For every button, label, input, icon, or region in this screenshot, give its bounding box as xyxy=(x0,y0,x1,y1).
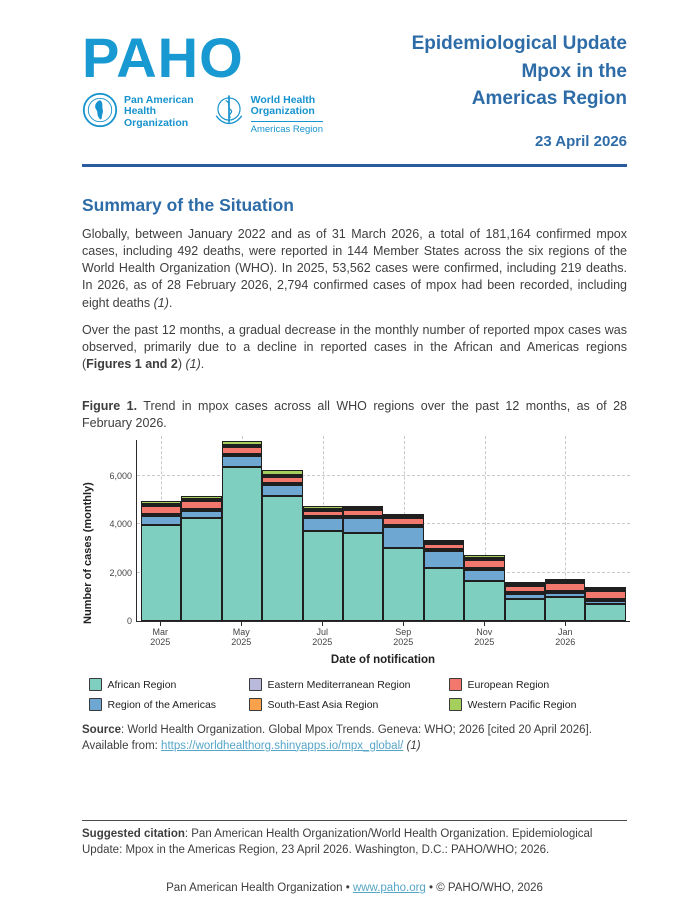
bar-segment xyxy=(383,548,423,621)
y-tick-label: 6,000 xyxy=(109,470,132,481)
y-tick-label: 4,000 xyxy=(109,519,132,530)
bar-segment xyxy=(141,525,181,621)
reference-marker: (1) xyxy=(153,295,169,310)
reference-marker: (1) xyxy=(185,357,201,372)
suggested-citation: Suggested citation: Pan American Health Organization/World Health Organization. Epidemiological Update: Mpox in the Americas Region, 23 April 2026. Washington, D.C.: PAHO/WHO; 2026. xyxy=(82,828,593,856)
header xyxy=(82,26,627,150)
bar-segment xyxy=(424,551,464,568)
bars-container xyxy=(141,440,626,621)
stacked-bar xyxy=(141,501,181,621)
bar-segment xyxy=(222,467,262,621)
bar-segment xyxy=(545,583,585,591)
bar-segment xyxy=(181,511,221,518)
bar-segment xyxy=(383,527,423,549)
stacked-bar xyxy=(545,579,585,621)
bar-segment xyxy=(343,518,383,533)
stacked-bar xyxy=(585,587,625,621)
x-axis-ticks xyxy=(140,622,626,652)
legend-label: Region of the Americas xyxy=(107,698,217,711)
legend-label: South-East Asia Region xyxy=(267,698,379,711)
x-tick-mark xyxy=(241,622,242,626)
copyright: © PAHO/WHO, 2026 xyxy=(436,882,543,895)
y-tick-label: 2,000 xyxy=(109,567,132,578)
bar-segment xyxy=(222,447,262,454)
summary-paragraph-2: Over the past 12 months, a gradual decrease in the monthly number of reported mpox cases was observed, primarily due to a decline in reported cases in the African and Americas regions (Figures 1 and 2) (1). xyxy=(82,322,627,372)
legend-item xyxy=(89,678,249,691)
stacked-bar xyxy=(424,540,464,621)
x-tick-mark xyxy=(484,622,485,626)
summary-paragraph-1: Globally, between January 2022 and as of 31 March 2026, a total of 181,164 confirmed mpox cases, including 492 deaths, were reported in 144 Member States across the six regions of the World Health Organization (WHO). In 2025, 53,562 cases were confirmed, including 219 deaths. In 2026, as of 28 February 2026, 2,794 confirmed cases of mpox had been recorded, including eight deaths (1). xyxy=(82,226,627,310)
legend-swatch-icon xyxy=(249,678,262,691)
doc-title-line: Epidemiological Update xyxy=(411,33,627,54)
legend-item xyxy=(249,698,449,711)
stacked-bar xyxy=(464,555,504,621)
legend-item xyxy=(449,678,624,691)
x-tick-label: Nov 2025 xyxy=(474,627,495,648)
legend-swatch-icon xyxy=(449,698,462,711)
figure1-chart xyxy=(82,440,630,711)
bar-segment xyxy=(464,581,504,621)
bar-segment xyxy=(424,568,464,621)
bar-segment xyxy=(222,456,262,467)
x-tick-label: Sep 2025 xyxy=(393,627,414,648)
legend-item xyxy=(89,698,249,711)
bar-segment xyxy=(181,501,221,508)
legend-label: Western Pacific Region xyxy=(467,698,577,711)
reference-marker: (1) xyxy=(406,739,421,752)
stacked-bar xyxy=(343,506,383,622)
bar-segment xyxy=(343,533,383,622)
bar-segment xyxy=(505,599,545,621)
stacked-bar xyxy=(262,470,302,621)
legend-label: African Region xyxy=(107,678,177,691)
legend-swatch-icon xyxy=(89,698,102,711)
doc-date: 23 April 2026 xyxy=(535,132,627,150)
figure-reference: Figures 1 and 2 xyxy=(86,357,178,372)
x-axis-label: Date of notification xyxy=(330,654,436,667)
legend-label: European Region xyxy=(467,678,550,691)
stacked-bar xyxy=(303,506,343,622)
legend-item xyxy=(449,698,624,711)
x-tick-label: Jan 2026 xyxy=(555,627,576,648)
bar-segment xyxy=(262,485,302,496)
x-tick-mark xyxy=(322,622,323,626)
stacked-bar xyxy=(181,496,221,621)
source-note: Source: World Health Organization. Global Mpox Trends. Geneva: WHO; 2026 [cited 20 April 2026]. Available from: https://worldhealthorg.shinyapps.io/mpx_global/ (1) xyxy=(82,724,592,752)
header-divider xyxy=(82,164,627,167)
x-tick-label: Mar 2025 xyxy=(150,627,171,648)
bar-segment xyxy=(262,496,302,621)
footer-link[interactable]: www.paho.org xyxy=(352,882,426,895)
bar-segment xyxy=(464,560,504,568)
who-region-label: Americas Region xyxy=(251,121,323,135)
legend-label: Eastern Mediterranean Region xyxy=(267,678,411,691)
stacked-bar xyxy=(383,514,423,621)
bar-segment xyxy=(303,518,343,531)
stacked-bar xyxy=(222,441,262,621)
paho-org-name: Pan American Health Organization xyxy=(124,94,194,129)
doc-title-line: Mpox in the xyxy=(521,60,627,82)
legend-swatch-icon xyxy=(249,698,262,711)
x-tick-label: May 2025 xyxy=(231,627,252,648)
legend-item xyxy=(249,678,449,691)
legend-swatch-icon xyxy=(449,678,462,691)
bar-segment xyxy=(141,506,181,513)
bar-segment xyxy=(303,531,343,621)
x-tick-mark xyxy=(160,622,161,626)
page-footer: Pan American Health Organization • www.paho.org • © PAHO/WHO, 2026 xyxy=(166,882,543,895)
x-tick-mark xyxy=(565,622,566,626)
bar-segment xyxy=(585,591,625,598)
plot-area xyxy=(109,440,630,627)
section-heading: Summary of the Situation xyxy=(82,194,294,215)
who-emblem-icon xyxy=(212,92,246,135)
bar-segment xyxy=(585,604,625,621)
bar-segment xyxy=(464,570,504,581)
stacked-bar xyxy=(505,582,545,621)
x-tick-mark xyxy=(403,622,404,626)
bar-segment xyxy=(181,518,221,621)
citation-divider xyxy=(82,820,627,821)
who-org-name: World Health Organization xyxy=(250,94,316,118)
paho-wordmark: PAHO xyxy=(82,26,244,89)
document-title-block xyxy=(412,30,627,150)
source-link[interactable]: https://worldhealthorg.shinyapps.io/mpx_global/ xyxy=(161,739,404,752)
legend-swatch-icon xyxy=(89,678,102,691)
bar-segment xyxy=(545,597,585,621)
figure-caption: Figure 1. Trend in mpox cases across all WHO regions over the past 12 months, as of 28 February 2026. xyxy=(82,398,627,430)
chart-legend xyxy=(82,678,630,711)
bar-segment xyxy=(141,516,181,526)
x-tick-label: Jul 2025 xyxy=(312,627,333,648)
paho-seal-icon xyxy=(82,92,118,133)
y-axis-label: Number of cases (monthly) xyxy=(82,482,94,625)
y-tick-label: 0 xyxy=(126,616,132,627)
paho-logo-block xyxy=(82,26,323,135)
doc-title-line: Americas Region xyxy=(471,88,627,110)
